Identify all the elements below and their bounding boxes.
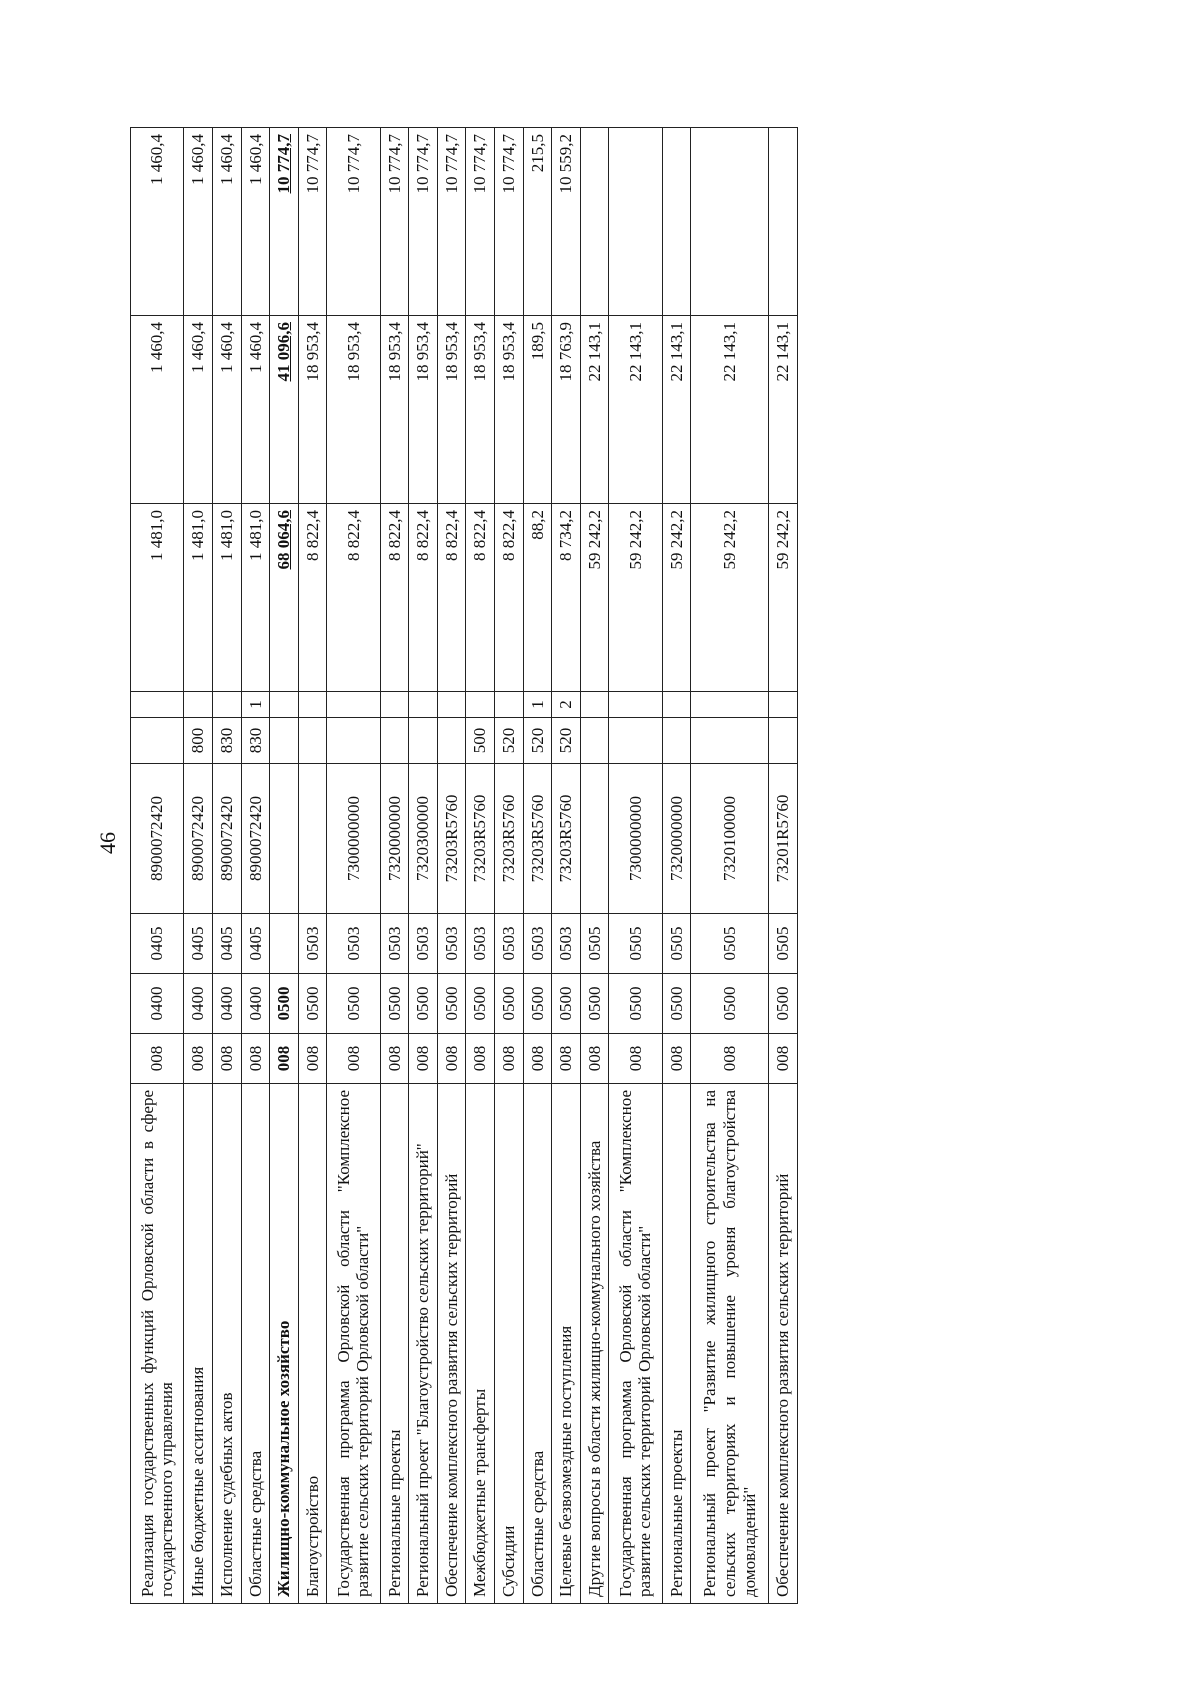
- cell-sum-1: 8 822,4: [494, 504, 523, 692]
- cell-sum-2: 41 096,6: [270, 316, 299, 504]
- cell-sum-2: 18 953,4: [298, 316, 327, 504]
- cell-adm: 008: [523, 1034, 552, 1084]
- cell-rz: 0400: [131, 974, 184, 1034]
- row-name: Обеспечение комплексного развития сельских территорий: [437, 1084, 466, 1604]
- cell-adm: 008: [241, 1034, 270, 1084]
- cell-rz: 0500: [327, 974, 380, 1034]
- table-row: [241, 128, 270, 1604]
- cell-csr: 8900072420: [212, 764, 241, 914]
- row-name: Региональный проект "Благоустройство сельских территорий": [409, 1084, 438, 1604]
- table-row: [380, 128, 409, 1604]
- row-name: Реализация государственных функций Орловской области в сфере государственного управления: [131, 1084, 184, 1604]
- cell-adm: 008: [327, 1034, 380, 1084]
- cell-sum-1: 59 242,2: [580, 504, 609, 692]
- cell-rz: 0500: [609, 974, 662, 1034]
- cell-rz: 0500: [662, 974, 691, 1034]
- cell-sum-1: 1 481,0: [131, 504, 184, 692]
- cell-rz: 0500: [552, 974, 581, 1034]
- cell-adm: 008: [609, 1034, 662, 1084]
- cell-rz: 0500: [580, 974, 609, 1034]
- cell-sum-3: 1 460,4: [212, 128, 241, 316]
- cell-sum-1: 59 242,2: [691, 504, 769, 692]
- cell-csr: 7320100000: [691, 764, 769, 914]
- table-row: [466, 128, 495, 1604]
- table-row: [184, 128, 213, 1604]
- cell-source: [769, 692, 798, 718]
- cell-adm: 008: [298, 1034, 327, 1084]
- cell-prz: 0503: [494, 914, 523, 974]
- cell-csr: 73203R5760: [523, 764, 552, 914]
- cell-vr: [437, 718, 466, 764]
- cell-sum-2: 22 143,1: [609, 316, 662, 504]
- cell-vr: 520: [523, 718, 552, 764]
- cell-rz: 0500: [298, 974, 327, 1034]
- cell-sum-1: 68 064,6: [270, 504, 299, 692]
- cell-prz: 0505: [769, 914, 798, 974]
- cell-sum-3: [662, 128, 691, 316]
- table-row: [580, 128, 609, 1604]
- cell-sum-3: 215,5: [523, 128, 552, 316]
- cell-source: 2: [552, 692, 581, 718]
- row-name: Исполнение судебных актов: [212, 1084, 241, 1604]
- cell-sum-2: 18 953,4: [494, 316, 523, 504]
- row-name: Региональные проекты: [662, 1084, 691, 1604]
- cell-sum-1: 59 242,2: [662, 504, 691, 692]
- row-name: Иные бюджетные ассигнования: [184, 1084, 213, 1604]
- cell-vr: 500: [466, 718, 495, 764]
- row-name: Областные средства: [523, 1084, 552, 1604]
- row-name: Субсидии: [494, 1084, 523, 1604]
- cell-csr: 7320000000: [662, 764, 691, 914]
- cell-rz: 0500: [270, 974, 299, 1034]
- budget-table: [130, 127, 798, 1604]
- row-name: Обеспечение комплексного развития сельских территорий: [769, 1084, 798, 1604]
- page-number: 46: [95, 832, 120, 854]
- table-row: [131, 128, 184, 1604]
- cell-adm: 008: [380, 1034, 409, 1084]
- table-row: [494, 128, 523, 1604]
- cell-source: [580, 692, 609, 718]
- cell-source: [270, 692, 299, 718]
- cell-prz: 0405: [212, 914, 241, 974]
- table-row: [523, 128, 552, 1604]
- cell-sum-2: 18 953,4: [409, 316, 438, 504]
- cell-source: 1: [523, 692, 552, 718]
- cell-prz: 0505: [691, 914, 769, 974]
- cell-sum-3: [691, 128, 769, 316]
- row-name: Региональные проекты: [380, 1084, 409, 1604]
- cell-source: [298, 692, 327, 718]
- cell-sum-2: 22 143,1: [691, 316, 769, 504]
- cell-csr: 73201R5760: [769, 764, 798, 914]
- table-row: [662, 128, 691, 1604]
- cell-rz: 0500: [409, 974, 438, 1034]
- cell-sum-2: 22 143,1: [662, 316, 691, 504]
- cell-vr: [691, 718, 769, 764]
- cell-rz: 0400: [241, 974, 270, 1034]
- cell-source: [691, 692, 769, 718]
- cell-csr: 73203R5760: [494, 764, 523, 914]
- cell-sum-3: 10 774,7: [298, 128, 327, 316]
- cell-sum-2: 18 953,4: [437, 316, 466, 504]
- cell-csr: 7320300000: [409, 764, 438, 914]
- cell-prz: 0505: [609, 914, 662, 974]
- cell-csr: [298, 764, 327, 914]
- cell-rz: 0500: [523, 974, 552, 1034]
- row-name: Жилищно-коммунальное хозяйство: [270, 1084, 299, 1604]
- cell-source: [437, 692, 466, 718]
- table-row: [409, 128, 438, 1604]
- cell-vr: [609, 718, 662, 764]
- cell-csr: 8900072420: [131, 764, 184, 914]
- cell-csr: 7300000000: [327, 764, 380, 914]
- cell-sum-3: 10 774,7: [380, 128, 409, 316]
- cell-adm: 008: [131, 1034, 184, 1084]
- cell-prz: 0503: [466, 914, 495, 974]
- cell-sum-2: 18 953,4: [327, 316, 380, 504]
- cell-rz: 0500: [494, 974, 523, 1034]
- cell-adm: 008: [552, 1034, 581, 1084]
- row-name: Благоустройство: [298, 1084, 327, 1604]
- cell-vr: [298, 718, 327, 764]
- cell-sum-3: 10 774,7: [466, 128, 495, 316]
- cell-source: [184, 692, 213, 718]
- cell-sum-2: 1 460,4: [131, 316, 184, 504]
- cell-source: [494, 692, 523, 718]
- cell-sum-3: [609, 128, 662, 316]
- cell-vr: 830: [212, 718, 241, 764]
- row-name: Государственная программа Орловской области "Комплексное развитие сельских территорий Орловской области": [327, 1084, 380, 1604]
- cell-vr: 830: [241, 718, 270, 764]
- cell-csr: 73203R5760: [552, 764, 581, 914]
- cell-rz: 0500: [769, 974, 798, 1034]
- cell-csr: 7300000000: [609, 764, 662, 914]
- cell-vr: [769, 718, 798, 764]
- cell-prz: 0405: [184, 914, 213, 974]
- cell-prz: 0405: [241, 914, 270, 974]
- cell-sum-2: 189,5: [523, 316, 552, 504]
- cell-sum-1: 8 822,4: [437, 504, 466, 692]
- cell-sum-3: 10 774,7: [437, 128, 466, 316]
- cell-sum-3: 10 774,7: [494, 128, 523, 316]
- cell-vr: [409, 718, 438, 764]
- cell-vr: [131, 718, 184, 764]
- cell-adm: 008: [580, 1034, 609, 1084]
- cell-csr: 8900072420: [184, 764, 213, 914]
- table-row: [552, 128, 581, 1604]
- row-name: Межбюджетные трансферты: [466, 1084, 495, 1604]
- cell-prz: 0505: [580, 914, 609, 974]
- cell-rz: 0500: [380, 974, 409, 1034]
- table-row: [298, 128, 327, 1604]
- cell-source: [212, 692, 241, 718]
- cell-sum-1: 59 242,2: [609, 504, 662, 692]
- row-name: Целевые безвозмездные поступления: [552, 1084, 581, 1604]
- cell-prz: 0503: [409, 914, 438, 974]
- cell-sum-2: 1 460,4: [184, 316, 213, 504]
- cell-adm: 008: [409, 1034, 438, 1084]
- cell-adm: 008: [769, 1034, 798, 1084]
- cell-prz: 0503: [552, 914, 581, 974]
- cell-sum-3: 1 460,4: [241, 128, 270, 316]
- cell-sum-1: 59 242,2: [769, 504, 798, 692]
- cell-sum-2: 18 763,9: [552, 316, 581, 504]
- cell-rz: 0500: [466, 974, 495, 1034]
- cell-vr: 800: [184, 718, 213, 764]
- cell-prz: 0503: [437, 914, 466, 974]
- table-row: [769, 128, 798, 1604]
- cell-rz: 0500: [437, 974, 466, 1034]
- table-row: [609, 128, 662, 1604]
- table-row: [437, 128, 466, 1604]
- cell-csr: 7320000000: [380, 764, 409, 914]
- cell-source: [409, 692, 438, 718]
- cell-vr: [327, 718, 380, 764]
- cell-vr: 520: [552, 718, 581, 764]
- cell-csr: 73203R5760: [466, 764, 495, 914]
- cell-sum-3: 10 774,7: [409, 128, 438, 316]
- cell-prz: 0405: [131, 914, 184, 974]
- cell-prz: 0503: [380, 914, 409, 974]
- cell-sum-2: 22 143,1: [580, 316, 609, 504]
- cell-csr: [270, 764, 299, 914]
- table-row: [270, 128, 299, 1604]
- cell-sum-3: 1 460,4: [184, 128, 213, 316]
- table-row: [212, 128, 241, 1604]
- rotated-table-wrapper: [130, 128, 798, 1604]
- cell-adm: 008: [466, 1034, 495, 1084]
- cell-sum-1: 8 822,4: [466, 504, 495, 692]
- row-name: Государственная программа Орловской области "Комплексное развитие сельских территорий Орловской области": [609, 1084, 662, 1604]
- cell-adm: 008: [437, 1034, 466, 1084]
- cell-csr: [580, 764, 609, 914]
- cell-adm: 008: [184, 1034, 213, 1084]
- cell-prz: 0503: [327, 914, 380, 974]
- cell-source: [662, 692, 691, 718]
- cell-sum-1: 1 481,0: [241, 504, 270, 692]
- cell-sum-1: 8 734,2: [552, 504, 581, 692]
- cell-sum-1: 88,2: [523, 504, 552, 692]
- cell-source: [380, 692, 409, 718]
- cell-vr: [662, 718, 691, 764]
- cell-sum-2: 1 460,4: [212, 316, 241, 504]
- cell-sum-3: 10 559,2: [552, 128, 581, 316]
- cell-prz: 0503: [298, 914, 327, 974]
- cell-sum-2: 18 953,4: [380, 316, 409, 504]
- cell-rz: 0400: [212, 974, 241, 1034]
- cell-sum-1: 1 481,0: [184, 504, 213, 692]
- table-row: [327, 128, 380, 1604]
- cell-sum-2: 22 143,1: [769, 316, 798, 504]
- cell-sum-2: 1 460,4: [241, 316, 270, 504]
- cell-sum-1: 8 822,4: [327, 504, 380, 692]
- cell-prz: 0505: [662, 914, 691, 974]
- cell-sum-3: [769, 128, 798, 316]
- cell-source: 1: [241, 692, 270, 718]
- cell-prz: 0503: [523, 914, 552, 974]
- cell-source: [609, 692, 662, 718]
- cell-rz: 0400: [184, 974, 213, 1034]
- row-name: Другие вопросы в области жилищно-коммунального хозяйства: [580, 1084, 609, 1604]
- cell-adm: 008: [691, 1034, 769, 1084]
- cell-prz: [270, 914, 299, 974]
- cell-sum-3: 10 774,7: [270, 128, 299, 316]
- cell-sum-1: 8 822,4: [298, 504, 327, 692]
- cell-vr: [580, 718, 609, 764]
- cell-vr: 520: [494, 718, 523, 764]
- row-name: Региональный проект "Развитие жилищного строительства на сельских территориях и повышение уровня благоустройства домовладений": [691, 1084, 769, 1604]
- cell-source: [327, 692, 380, 718]
- cell-sum-1: 8 822,4: [380, 504, 409, 692]
- row-name: Областные средства: [241, 1084, 270, 1604]
- cell-sum-3: [580, 128, 609, 316]
- cell-vr: [270, 718, 299, 764]
- cell-vr: [380, 718, 409, 764]
- cell-sum-2: 18 953,4: [466, 316, 495, 504]
- table-row: [691, 128, 769, 1604]
- cell-adm: 008: [212, 1034, 241, 1084]
- cell-source: [466, 692, 495, 718]
- cell-sum-3: 1 460,4: [131, 128, 184, 316]
- cell-rz: 0500: [691, 974, 769, 1034]
- cell-adm: 008: [662, 1034, 691, 1084]
- cell-adm: 008: [270, 1034, 299, 1084]
- cell-source: [131, 692, 184, 718]
- cell-sum-1: 1 481,0: [212, 504, 241, 692]
- cell-adm: 008: [494, 1034, 523, 1084]
- cell-sum-1: 8 822,4: [409, 504, 438, 692]
- cell-sum-3: 10 774,7: [327, 128, 380, 316]
- cell-csr: 8900072420: [241, 764, 270, 914]
- cell-csr: 73203R5760: [437, 764, 466, 914]
